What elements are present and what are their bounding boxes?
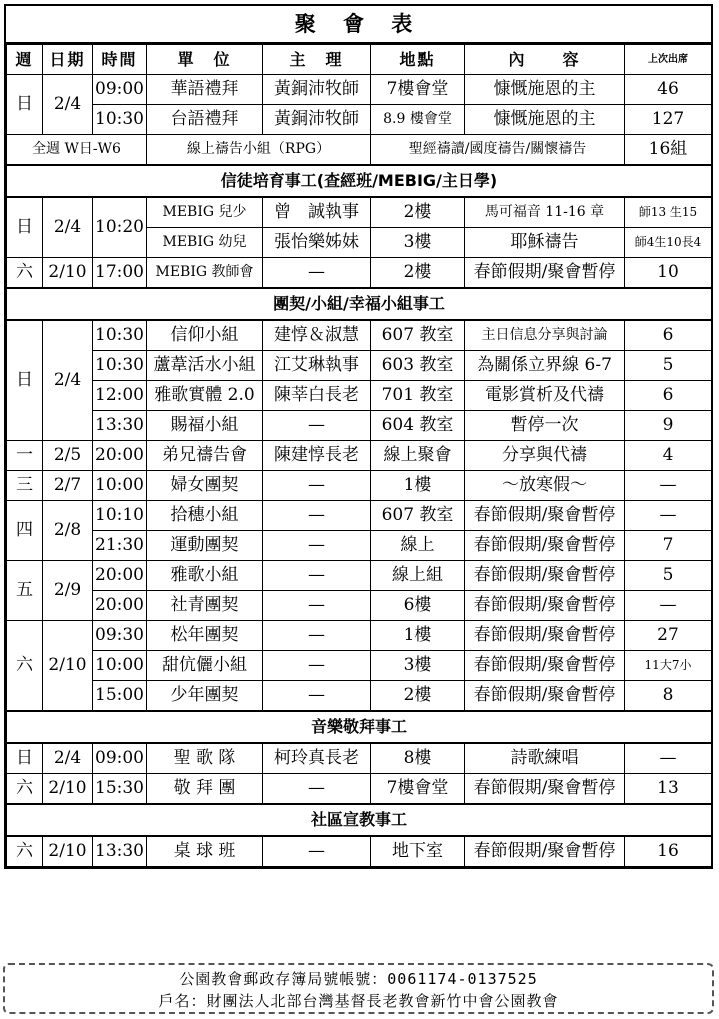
cell-content: 春節假期/聚會暫停	[465, 836, 625, 867]
cell-content: ～放寒假～	[465, 471, 625, 501]
cell-host: 陳莘白長老	[263, 381, 371, 411]
footer-name-line: 戶名：財團法人北部台灣基督長老教會新竹中會公園教會	[158, 992, 559, 1010]
header-week: 週	[7, 45, 43, 75]
cell-content: 耶穌禱告	[465, 228, 625, 258]
cell-unit: 台語禮拜	[147, 105, 263, 135]
cell-time: 17:00	[93, 258, 147, 289]
cell-host: —	[263, 836, 371, 867]
schedule-table	[6, 44, 712, 867]
cell-time: 15:30	[93, 774, 147, 805]
section-title-fellowship: 團契/小組/幸福小組事工	[7, 288, 712, 320]
cell-host: —	[263, 471, 371, 501]
cell-unit: 敬 拜 團	[147, 774, 263, 805]
cell-place: 線上聚會	[371, 441, 465, 471]
cell-week: 日	[7, 197, 43, 258]
table-row	[7, 501, 712, 531]
table-row	[7, 561, 712, 591]
cell-unit: 社青團契	[147, 591, 263, 621]
header-time: 時間	[93, 45, 147, 75]
cell-unit: 桌 球 班	[147, 836, 263, 867]
table-row	[7, 351, 712, 381]
cell-date: 2/4	[43, 75, 93, 135]
cell-unit: 雅歌小組	[147, 561, 263, 591]
cell-host: —	[263, 651, 371, 681]
cell-count: 4	[625, 441, 712, 471]
cell-count: —	[625, 471, 712, 501]
cell-place: 1樓	[371, 471, 465, 501]
cell-host: 陳建惇長老	[263, 441, 371, 471]
cell-time: 10:10	[93, 501, 147, 531]
cell-week: 日	[7, 743, 43, 774]
cell-content: 慷慨施恩的主	[465, 105, 625, 135]
cell-week: 五	[7, 561, 43, 621]
cell-place: 603 教室	[371, 351, 465, 381]
cell-week: 四	[7, 501, 43, 561]
cell-count: 5	[625, 351, 712, 381]
section-title-music: 音樂敬拜事工	[7, 711, 712, 743]
cell-host: —	[263, 681, 371, 712]
cell-host: —	[263, 531, 371, 561]
cell-unit: 弟兄禱告會	[147, 441, 263, 471]
cell-content: 春節假期/聚會暫停	[465, 531, 625, 561]
cell-place: 線上組	[371, 561, 465, 591]
cell-unit: MEBIG 兒少	[147, 197, 263, 228]
cell-date: 2/5	[43, 441, 93, 471]
header-attendance: 上次出席	[625, 45, 712, 75]
cell-time: 21:30	[93, 531, 147, 561]
table-row	[7, 774, 712, 805]
cell-count: 5	[625, 561, 712, 591]
cell-host: 黃銅沛牧師	[263, 75, 371, 105]
cell-unit: 信仰小組	[147, 320, 263, 351]
cell-host: —	[263, 621, 371, 651]
cell-unit: 松年團契	[147, 621, 263, 651]
cell-content: 為關係立界線 6-7	[465, 351, 625, 381]
cell-time: 13:30	[93, 411, 147, 441]
cell-host: 張怡樂姊妹	[263, 228, 371, 258]
cell-count: 127	[625, 105, 712, 135]
cell-count: 16組	[625, 135, 712, 166]
cell-place: 3樓	[371, 651, 465, 681]
cell-content: 詩歌練唱	[465, 743, 625, 774]
cell-count: 8	[625, 681, 712, 712]
cell-time: 09:00	[93, 75, 147, 105]
table-row	[7, 135, 712, 166]
cell-week: 六	[7, 774, 43, 805]
section-header-row	[7, 711, 712, 743]
cell-host: —	[263, 774, 371, 805]
cell-place: 2樓	[371, 258, 465, 289]
cell-unit: MEBIG 教師會	[147, 258, 263, 289]
cell-week: 六	[7, 258, 43, 289]
cell-place: 607 教室	[371, 320, 465, 351]
cell-unit: 拾穗小組	[147, 501, 263, 531]
cell-place: 3樓	[371, 228, 465, 258]
footer-account-line: 公園教會郵政存簿局號帳號：0061174-0137525	[179, 970, 538, 988]
cell-content: 聖經禱讀/國度禱告/關懷禱告	[371, 135, 625, 166]
cell-date: 2/7	[43, 471, 93, 501]
cell-time: 10:30	[93, 351, 147, 381]
cell-date: 2/10	[43, 258, 93, 289]
cell-host: 江艾琳執事	[263, 351, 371, 381]
cell-unit: 華語禮拜	[147, 75, 263, 105]
header-unit: 單 位	[147, 45, 263, 75]
cell-count: 6	[625, 320, 712, 351]
cell-place: 701 教室	[371, 381, 465, 411]
table-row	[7, 411, 712, 441]
cell-count: 7	[625, 531, 712, 561]
cell-content: 慷慨施恩的主	[465, 75, 625, 105]
cell-host: 曾 誠執事	[263, 197, 371, 228]
cell-count: 46	[625, 75, 712, 105]
cell-unit: MEBIG 幼兒	[147, 228, 263, 258]
cell-host: —	[263, 561, 371, 591]
cell-place: 607 教室	[371, 501, 465, 531]
cell-time: 10:20	[93, 197, 147, 258]
cell-count: 9	[625, 411, 712, 441]
section-header-row	[7, 804, 712, 836]
cell-count: 11大7小	[625, 651, 712, 681]
cell-date: 2/10	[43, 774, 93, 805]
cell-unit: 聖 歌 隊	[147, 743, 263, 774]
cell-content: 春節假期/聚會暫停	[465, 258, 625, 289]
cell-place: 6樓	[371, 591, 465, 621]
cell-content: 春節假期/聚會暫停	[465, 501, 625, 531]
cell-host: 黃銅沛牧師	[263, 105, 371, 135]
cell-content: 馬可福音 11-16 章	[465, 197, 625, 228]
cell-unit: 雅歌實體 2.0	[147, 381, 263, 411]
cell-host: 柯玲真長老	[263, 743, 371, 774]
section-header-row	[7, 288, 712, 320]
cell-place: 8樓	[371, 743, 465, 774]
cell-count: 16	[625, 836, 712, 867]
cell-place: 線上	[371, 531, 465, 561]
header-content: 內 容	[465, 45, 625, 75]
cell-content: 春節假期/聚會暫停	[465, 651, 625, 681]
section-title-education: 信徒培育事工(查經班/MEBIG/主日學)	[7, 165, 712, 197]
header-place: 地點	[371, 45, 465, 75]
table-row	[7, 531, 712, 561]
cell-time: 10:00	[93, 651, 147, 681]
cell-place: 地下室	[371, 836, 465, 867]
table-header-row	[7, 45, 712, 75]
cell-date: 2/4	[43, 197, 93, 258]
cell-time: 10:30	[93, 105, 147, 135]
table-row	[7, 681, 712, 712]
cell-count: —	[625, 501, 712, 531]
cell-count: —	[625, 591, 712, 621]
cell-time: 15:00	[93, 681, 147, 712]
cell-host: —	[263, 258, 371, 289]
cell-place: 7樓會堂	[371, 774, 465, 805]
cell-span: 全週 W日-W6	[7, 135, 147, 166]
cell-place: 8.9 樓會堂	[371, 105, 465, 135]
cell-time: 20:00	[93, 591, 147, 621]
cell-week: 一	[7, 441, 43, 471]
table-row	[7, 441, 712, 471]
cell-time: 10:00	[93, 471, 147, 501]
cell-week: 日	[7, 75, 43, 135]
cell-time: 13:30	[93, 836, 147, 867]
cell-host: —	[263, 501, 371, 531]
table-row	[7, 621, 712, 651]
cell-unit: 婦女團契	[147, 471, 263, 501]
cell-week: 六	[7, 836, 43, 867]
table-row	[7, 743, 712, 774]
cell-date: 2/4	[43, 743, 93, 774]
cell-date: 2/9	[43, 561, 93, 621]
table-row	[7, 651, 712, 681]
table-row	[7, 836, 712, 867]
table-row	[7, 258, 712, 289]
cell-unit: 蘆葦活水小組	[147, 351, 263, 381]
cell-time: 12:00	[93, 381, 147, 411]
cell-host: —	[263, 411, 371, 441]
cell-unit: 少年團契	[147, 681, 263, 712]
cell-time: 20:00	[93, 561, 147, 591]
cell-time: 10:30	[93, 320, 147, 351]
cell-count: —	[625, 743, 712, 774]
cell-content: 電影賞析及代禱	[465, 381, 625, 411]
cell-week: 日	[7, 320, 43, 441]
section-header-row	[7, 165, 712, 197]
cell-host: —	[263, 591, 371, 621]
cell-content: 春節假期/聚會暫停	[465, 621, 625, 651]
cell-count: 13	[625, 774, 712, 805]
cell-content: 春節假期/聚會暫停	[465, 591, 625, 621]
cell-count: 師13 生15	[625, 197, 712, 228]
cell-host: 建惇＆淑慧	[263, 320, 371, 351]
table-row	[7, 591, 712, 621]
cell-unit: 運動團契	[147, 531, 263, 561]
page-title: 聚 會 表	[6, 6, 711, 44]
cell-time: 09:30	[93, 621, 147, 651]
cell-content: 分享與代禱	[465, 441, 625, 471]
schedule-sheet	[4, 4, 713, 869]
section-title-community: 社區宣教事工	[7, 804, 712, 836]
cell-content: 主日信息分享與討論	[465, 320, 625, 351]
cell-week: 六	[7, 621, 43, 712]
cell-count: 6	[625, 381, 712, 411]
cell-content: 暫停一次	[465, 411, 625, 441]
cell-date: 2/10	[43, 621, 93, 712]
cell-content: 春節假期/聚會暫停	[465, 681, 625, 712]
cell-unit: 線上禱告小組（RPG）	[147, 135, 371, 166]
cell-week: 三	[7, 471, 43, 501]
cell-count: 27	[625, 621, 712, 651]
table-row	[7, 320, 712, 351]
bank-account-footer	[3, 963, 714, 1014]
cell-count: 師4生10長4	[625, 228, 712, 258]
cell-date: 2/10	[43, 836, 93, 867]
cell-date: 2/8	[43, 501, 93, 561]
cell-time: 09:00	[93, 743, 147, 774]
header-date: 日期	[43, 45, 93, 75]
cell-content: 春節假期/聚會暫停	[465, 561, 625, 591]
cell-place: 7樓會堂	[371, 75, 465, 105]
table-row	[7, 75, 712, 105]
table-row	[7, 381, 712, 411]
cell-place: 2樓	[371, 681, 465, 712]
cell-place: 1樓	[371, 621, 465, 651]
header-host: 主 理	[263, 45, 371, 75]
cell-date: 2/4	[43, 320, 93, 441]
cell-unit: 甜伉儷小組	[147, 651, 263, 681]
table-row	[7, 197, 712, 228]
cell-place: 2樓	[371, 197, 465, 228]
cell-time: 20:00	[93, 441, 147, 471]
cell-content: 春節假期/聚會暫停	[465, 774, 625, 805]
table-row	[7, 105, 712, 135]
cell-place: 604 教室	[371, 411, 465, 441]
cell-count: 10	[625, 258, 712, 289]
cell-unit: 賜福小組	[147, 411, 263, 441]
table-row	[7, 471, 712, 501]
